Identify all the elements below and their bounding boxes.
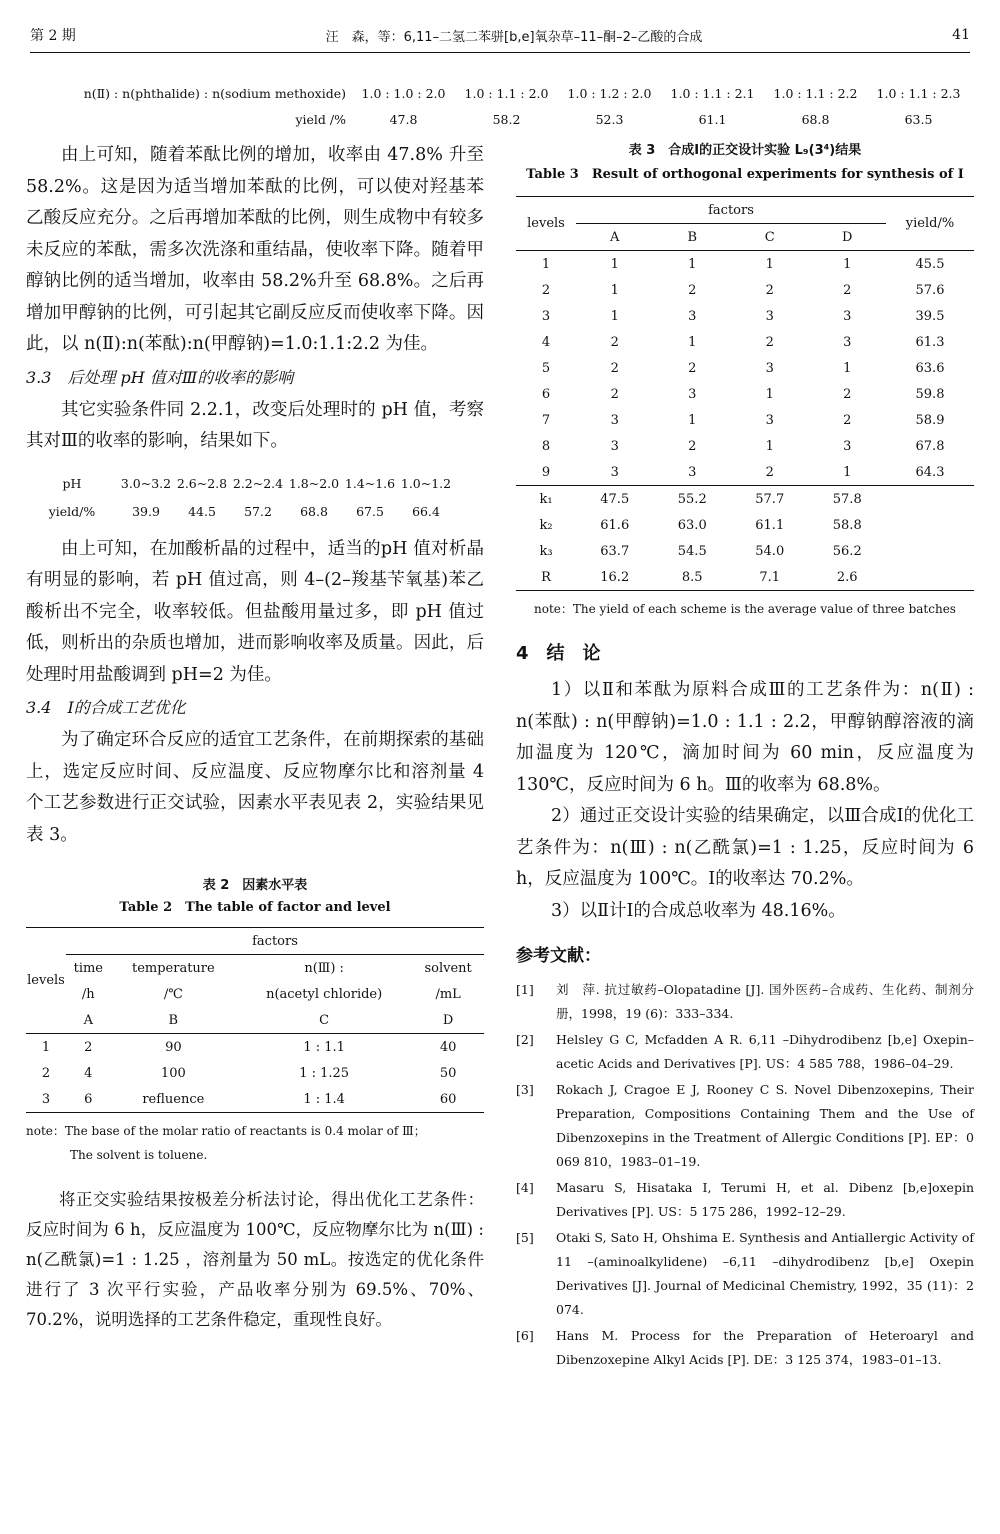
- table-row: [26, 1034, 484, 1061]
- table-cell: 61.3: [915, 334, 945, 350]
- issue-number: 第 2 期: [30, 28, 76, 44]
- table-cell: 1: [541, 256, 551, 272]
- table-row: [516, 459, 974, 486]
- table-row: [516, 303, 974, 329]
- table-cell: 3: [843, 308, 852, 324]
- note-line: The solvent is toluene.: [70, 1148, 208, 1162]
- table-cell: 59.8: [915, 386, 945, 402]
- ph-cell: 1.8~2.0: [288, 476, 340, 491]
- reference-text: Rokach J, Cragoe E J, Rooney C S. Novel Dibenzoxepins, Their Preparation, Compositions Containing Them and the Use of Dibenzoxepins in the Treatment of Allergic Conditions [P]. EP：0 069 810，1983–01–19.: [556, 1082, 974, 1169]
- table-cell: 90: [165, 1039, 182, 1055]
- reference-number: [3]: [516, 1082, 534, 1097]
- table-cell: 63.6: [915, 360, 945, 376]
- ph-yield-cell: 68.8: [300, 504, 328, 519]
- header-factors: factors: [66, 928, 484, 955]
- ph-label: pH: [62, 476, 82, 491]
- table-cell: 40: [439, 1039, 457, 1055]
- table-cell: k₂: [539, 517, 553, 533]
- right-column: [516, 140, 974, 1374]
- table-cell: [886, 486, 974, 513]
- table-cell: 63.7: [600, 543, 630, 559]
- table-row: [26, 1086, 484, 1113]
- table-cell: [886, 538, 974, 564]
- table-cell: 61.6: [600, 517, 630, 533]
- running-title: 汪 森，等：6,11–二氢二苯骈[b,e]氧杂草–11–酮–2–乙酸的合成: [325, 29, 703, 45]
- table-cell: 7: [541, 412, 551, 428]
- ratio-cell: 1.0 : 1.1 : 2.0: [464, 85, 549, 101]
- table-row: [516, 538, 974, 564]
- table-row: [516, 355, 974, 381]
- col-letter: C: [731, 224, 809, 251]
- table-cell: 3: [654, 459, 732, 486]
- col-unit: n(acetyl chloride): [266, 986, 383, 1002]
- table3-body: [516, 251, 974, 591]
- reference-number: [1]: [516, 982, 534, 997]
- ph-cell: 3.0~3.2: [120, 476, 172, 491]
- table3-note: note：The yield of each scheme is the average value of three batches: [534, 602, 956, 616]
- table-cell: 8.5: [654, 564, 732, 591]
- table-cell: 61.1: [755, 517, 785, 533]
- ph-table: [26, 470, 484, 526]
- table-cell: 1: [610, 282, 619, 298]
- table-cell: 1: [688, 412, 697, 428]
- table-cell: 3: [765, 308, 774, 324]
- table-cell: 2: [610, 360, 619, 376]
- ph-cell: 2.2~2.4: [232, 476, 284, 491]
- page-header: [30, 24, 970, 46]
- ratio-label: n(Ⅱ) : n(phthalide) : n(sodium methoxide): [83, 85, 346, 101]
- reference-item: [516, 1324, 974, 1372]
- table-cell: 47.5: [600, 491, 630, 507]
- table-cell: 1: [765, 386, 774, 402]
- table-cell: 2: [843, 282, 852, 298]
- table-cell: 60: [412, 1086, 484, 1113]
- col-unit: /h: [81, 986, 95, 1002]
- table-cell: 2: [731, 459, 809, 486]
- table-row: [516, 407, 974, 433]
- table-cell: 2: [688, 438, 697, 454]
- yield-label: yield /%: [295, 111, 346, 127]
- table-cell: 3: [541, 308, 551, 324]
- col-letter: A: [66, 1007, 111, 1034]
- section-heading: 3.3 后处理 pH 值对Ⅲ的收率的影响: [26, 367, 294, 387]
- reference-list: [516, 978, 974, 1372]
- col-head: solvent: [424, 960, 472, 976]
- yield-cell: 58.2: [492, 111, 521, 127]
- section-heading: 3.4 Ⅰ的合成工艺优化: [26, 698, 186, 717]
- table-cell: 2: [541, 282, 551, 298]
- table-cell: 16.2: [576, 564, 654, 591]
- page-number: 41: [952, 27, 970, 43]
- table-cell: 3: [26, 1086, 66, 1113]
- col-head: n(Ⅲ) :: [304, 960, 344, 976]
- table-row: [516, 251, 974, 278]
- table-cell: 3: [576, 459, 654, 486]
- conclusion-1: 1）以Ⅱ和苯酞为原料合成Ⅲ的工艺条件为：n(Ⅱ) : n(苯酞) : n(甲醇钠)=1.0 : 1.1 : 2.2，甲醇钠醇溶液的滴加温度为 120℃，滴加时间为 60 min，反应温度为 130℃，反应时间为 6 h。Ⅲ的收率为 68.8%。: [516, 680, 974, 795]
- table-cell: 2: [765, 334, 774, 350]
- table-cell: 2: [688, 282, 697, 298]
- table-cell: 2: [843, 412, 852, 428]
- table-cell: 3: [688, 386, 697, 402]
- col-head: time: [73, 960, 103, 976]
- ph-cell: 1.4~1.6: [344, 476, 396, 491]
- ph-cell: 2.6~2.8: [176, 476, 228, 491]
- table-cell: [886, 512, 974, 538]
- ratio-cell: 1.0 : 1.2 : 2.0: [567, 85, 652, 101]
- table-row: [26, 1060, 484, 1086]
- table-row: [516, 486, 974, 513]
- table-cell: 54.5: [677, 543, 707, 559]
- reference-number: [6]: [516, 1328, 534, 1343]
- table-cell: 3: [610, 412, 619, 428]
- col-letter: B: [111, 1007, 236, 1034]
- ph-yield-cell: 39.9: [132, 504, 160, 519]
- table-cell: 63.0: [677, 517, 707, 533]
- table-cell: 3: [765, 360, 774, 376]
- table-cell: R: [516, 564, 576, 591]
- table-cell: 4: [84, 1065, 93, 1081]
- table-cell: 1 : 1.1: [303, 1039, 345, 1055]
- table-cell: 2: [41, 1065, 51, 1081]
- table-cell: 1: [688, 256, 697, 272]
- table-cell: 1 : 1.4: [236, 1086, 412, 1113]
- conclusion-3: 3）以Ⅱ计Ⅰ的合成总收率为 48.16%。: [551, 900, 846, 921]
- col-letter: A: [576, 224, 654, 251]
- table-cell: 55.2: [677, 491, 707, 507]
- table-cell: k₃: [539, 543, 553, 559]
- table-cell: 9: [516, 459, 576, 486]
- table-cell: 54.0: [755, 543, 785, 559]
- reference-text: Otaki S, Sato H, Ohshima E. Synthesis and Antiallergic Activity of 11 –(aminoalkylidene) –6,11 –dihydrodibenz [b,e] Oxepin Derivatives [J]. Journal of Medicinal Chemistry, 1992，35 (11)：2 074.: [556, 1230, 974, 1317]
- table-cell: 8: [541, 438, 551, 454]
- ph-yield-cell: 66.4: [412, 504, 440, 519]
- ratio-cell: 1.0 : 1.0 : 2.0: [361, 85, 446, 101]
- col-letter: D: [809, 224, 887, 251]
- col-unit: /mL: [435, 986, 461, 1002]
- paragraph: 将正交实验结果按极差分析法讨论，得出优化工艺条件：反应时间为 6 h，反应温度为 100℃，反应物摩尔比为 n(Ⅲ) : n(乙酰氯)=1 : 1.25 ，溶剂量为 50 mL。按选定的优化条件进行了 3 次平行实验，产品收率分别为 69.5%、70%、70.2%，说明选择的工艺条件稳定，重现性良好。: [26, 1190, 484, 1329]
- col-head: temperature: [131, 960, 215, 976]
- table-cell: 58.8: [832, 517, 862, 533]
- yield-cell: 63.5: [904, 111, 933, 127]
- ratio-cell: 1.0 : 1.1 : 2.2: [773, 85, 858, 101]
- ph-cell: 1.0~1.2: [400, 476, 452, 491]
- yield-cell: 61.1: [698, 111, 727, 127]
- table-cell: 1: [765, 438, 774, 454]
- table2: [26, 927, 484, 1113]
- table-cell: 1: [610, 256, 619, 272]
- table-cell: 4: [541, 334, 551, 350]
- ratio-cell: 1.0 : 1.1 : 2.1: [670, 85, 755, 101]
- table-cell: 67.8: [915, 438, 945, 454]
- table2-caption-cn: 表 2 因素水平表: [202, 878, 308, 893]
- table-cell: 39.5: [915, 308, 945, 324]
- table2-note: [26, 1119, 484, 1167]
- table-row: [516, 433, 974, 459]
- table-cell: 2: [610, 334, 619, 350]
- table-cell: 1 : 1.25: [299, 1065, 350, 1081]
- reference-item: [516, 1176, 974, 1224]
- table-row: [516, 277, 974, 303]
- header-levels: levels: [516, 197, 576, 251]
- table-cell: 2.6: [809, 564, 887, 591]
- col-unit: /℃: [163, 986, 183, 1002]
- table-cell: 57.8: [832, 491, 862, 507]
- col-letter: D: [412, 1007, 484, 1034]
- ratio-table: [30, 80, 970, 132]
- table-cell: 45.5: [915, 256, 945, 272]
- table-row: [516, 381, 974, 407]
- reference-item: [516, 1226, 974, 1322]
- col-letter: C: [236, 1007, 412, 1034]
- table-cell: 6: [66, 1086, 111, 1113]
- table-cell: 56.2: [832, 543, 862, 559]
- yield-cell: 68.8: [801, 111, 830, 127]
- section-heading: 4 结 论: [516, 643, 601, 664]
- reference-text: Masaru S, Hisataka I, Terumi H, et al. Dibenz [b,e]oxepin Derivatives [P]. US：5 175 286，1992–12–29.: [556, 1180, 974, 1219]
- table-cell: 2: [765, 282, 774, 298]
- table-cell: 57.6: [915, 282, 945, 298]
- table-cell: 58.9: [915, 412, 945, 428]
- note-line: note：The base of the molar ratio of reactants is 0.4 molar of Ⅲ；: [26, 1124, 426, 1138]
- header-factors: factors: [576, 197, 886, 224]
- table-cell: [886, 564, 974, 591]
- ph-yield-label: yield/%: [48, 504, 96, 519]
- table-cell: 100: [160, 1065, 186, 1081]
- paragraph: 为了确定环合反应的适宜工艺条件，在前期探索的基础上，选定反应时间、反应温度、反应物摩尔比和溶剂量 4 个工艺参数进行正交试验，因素水平表见表 2，实验结果见表 3。: [26, 730, 484, 845]
- paragraph: 其它实验条件同 2.2.1，改变后处理时的 pH 值，考察其对Ⅲ的收率的影响，结果如下。: [26, 399, 484, 451]
- yield-cell: 52.3: [595, 111, 624, 127]
- table-cell: refluence: [111, 1086, 236, 1113]
- yield-cell: 47.8: [389, 111, 418, 127]
- table-cell: k₁: [539, 491, 553, 507]
- table2-caption-en: Table 2 The table of factor and level: [119, 900, 391, 915]
- ph-yield-cell: 67.5: [356, 504, 384, 519]
- table-cell: 50: [439, 1065, 457, 1081]
- reference-number: [5]: [516, 1230, 534, 1245]
- table-cell: 1: [688, 334, 697, 350]
- reference-item: [516, 1028, 974, 1076]
- table3-caption-en: Table 3 Result of orthogonal experiments for synthesis of Ⅰ: [526, 167, 964, 182]
- ratio-cell: 1.0 : 1.1 : 2.3: [876, 85, 961, 101]
- table-cell: 1: [843, 360, 852, 376]
- table-cell: 1: [41, 1039, 51, 1055]
- table-cell: 7.1: [731, 564, 809, 591]
- col-letter: B: [654, 224, 732, 251]
- references-heading: 参考文献：: [516, 946, 601, 966]
- yield-values: [352, 112, 970, 127]
- table-cell: 2: [610, 386, 619, 402]
- table3: [516, 196, 974, 591]
- table-cell: 3: [765, 412, 774, 428]
- table-cell: 6: [541, 386, 551, 402]
- paragraph: 由上可知，在加酸析晶的过程中，适当的pH 值对析晶有明显的影响，若 pH 值过高，则 4–(2–羧基苄氧基)苯乙酸析出不完全，收率较低。但盐酸用量过多，即 pH 值过低，则析出的杂质也增加，进而影响收率及质量。因此，后处理时用盐酸调到 pH=2 为佳。: [26, 538, 484, 685]
- header-rule: [30, 52, 970, 53]
- table-cell: 1: [610, 308, 619, 324]
- table-cell: 2: [84, 1039, 93, 1055]
- header-levels: levels: [26, 928, 66, 1034]
- reference-text: Helsley G C, Mcfadden A R. 6,11 –Dihydrodibenz [b,e] Oxepin–acetic Acids and Derivatives [P]. US：4 585 788，1986–04–29.: [556, 1032, 974, 1071]
- table-cell: 3: [688, 308, 697, 324]
- reference-number: [2]: [516, 1032, 534, 1047]
- table3-caption-cn: 表 3 合成Ⅰ的正交设计实验 L₉(3⁴)结果: [628, 143, 862, 158]
- table-row: [516, 329, 974, 355]
- paragraph: 由上可知，随着苯酞比例的增加，收率由 47.8% 升至 58.2%。这是因为适当增加苯酞的比例，可以使对羟基苯乙酸反应充分。之后再增加苯酞的比例，则生成物中有较多未反应的苯酞，需多次洗涤和重结晶，使收率下降。随着甲醇钠比例的适当增加，收率由 58.2%升至 68.8%。之后再增加甲醇钠的比例，可引起其它副反应反而使收率下降。因此，以 n(Ⅱ):n(苯酞):n(甲醇钠)=1.0:1.1:2.2 为佳。: [26, 145, 484, 354]
- table-cell: 3: [843, 438, 852, 454]
- ph-yield-cell: 57.2: [244, 504, 272, 519]
- table-cell: 57.7: [755, 491, 785, 507]
- table-cell: 2: [843, 386, 852, 402]
- reference-text: 刘 萍. 抗过敏药–Olopatadine [J]. 国外医药–合成药、生化药、制剂分册，1998，19 (6)：333–334.: [556, 982, 974, 1021]
- table-cell: 2: [688, 360, 697, 376]
- header-yield: yield/%: [886, 197, 974, 251]
- table-cell: 1: [843, 256, 852, 272]
- table-cell: 64.3: [886, 459, 974, 486]
- left-column: [26, 140, 484, 1335]
- table-cell: 5: [541, 360, 551, 376]
- table-cell: 1: [765, 256, 774, 272]
- ratio-values: [352, 86, 970, 101]
- table-row: [516, 512, 974, 538]
- table-cell: 3: [610, 438, 619, 454]
- ph-yield-cell: 44.5: [188, 504, 216, 519]
- reference-number: [4]: [516, 1180, 534, 1195]
- table-row: [516, 564, 974, 591]
- table-cell: 3: [843, 334, 852, 350]
- reference-text: Hans M. Process for the Preparation of Heteroaryl and Dibenzoxepine Alkyl Acids [P]. DE：3 125 374，1983–01–13.: [556, 1328, 974, 1367]
- conclusion-2: 2）通过正交设计实验的结果确定，以Ⅲ合成Ⅰ的优化工艺条件为：n(Ⅲ) : n(乙酰氯)=1 : 1.25，反应时间为 6 h，反应温度为 100℃。Ⅰ的收率达 70.2%。: [516, 806, 974, 889]
- reference-item: [516, 1078, 974, 1174]
- reference-item: [516, 978, 974, 1026]
- table-cell: 1: [809, 459, 887, 486]
